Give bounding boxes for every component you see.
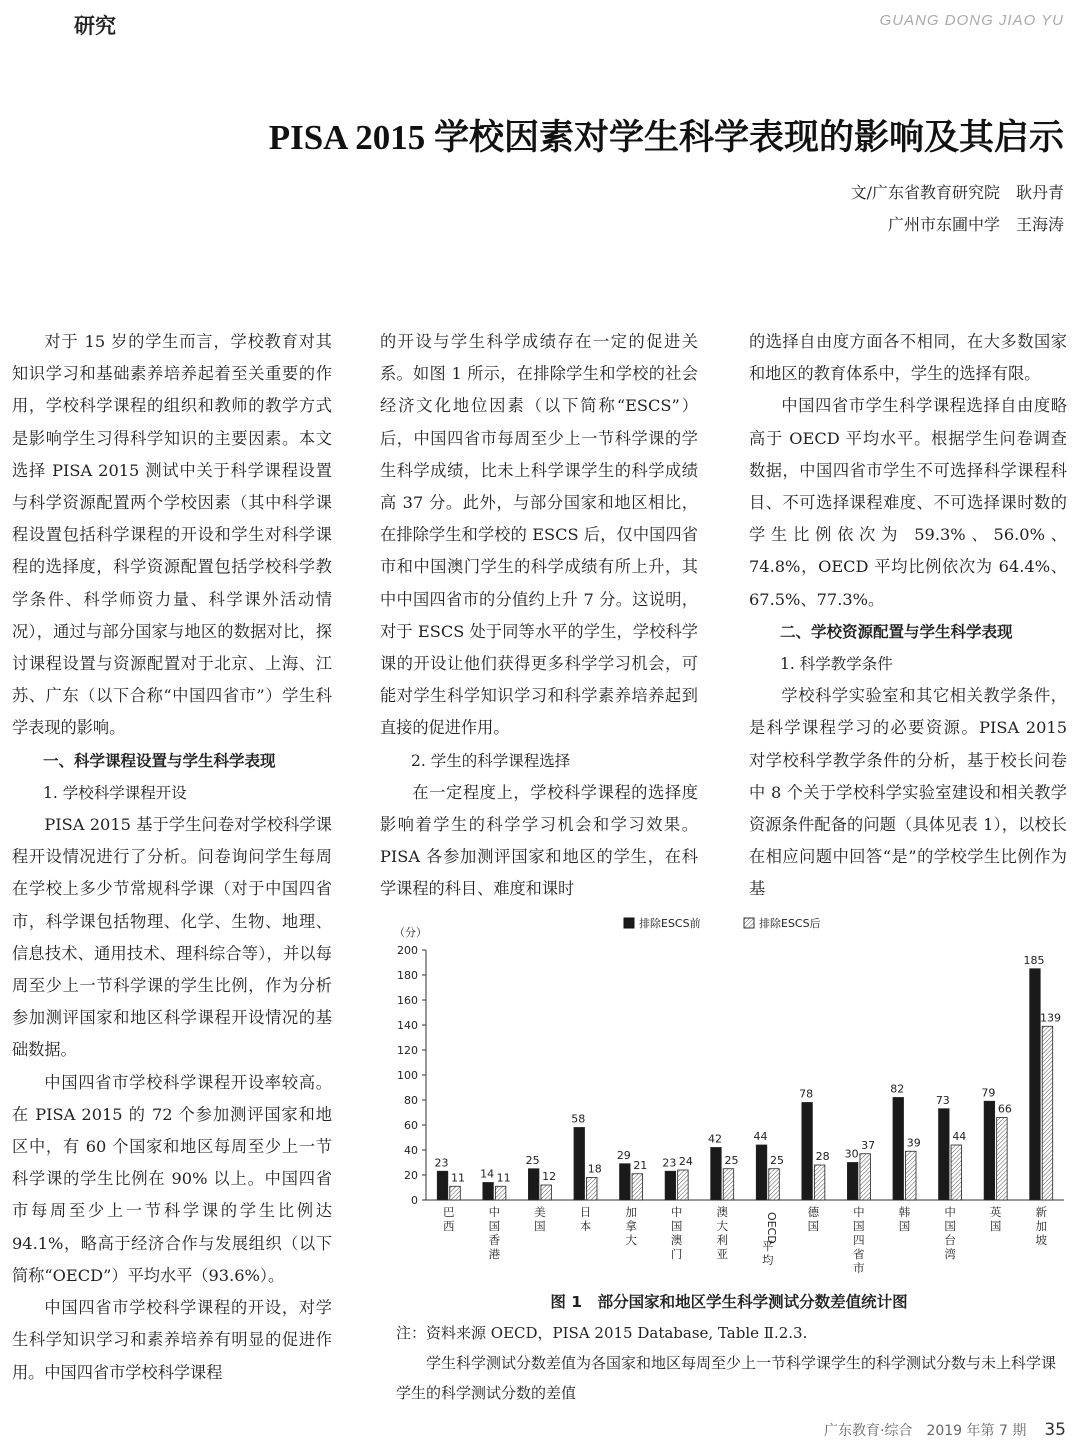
bar-after-11 <box>951 1145 962 1200</box>
data-label-after-11: 44 <box>952 1130 967 1143</box>
bar-before-6 <box>711 1148 722 1201</box>
y-tick-label: 120 <box>397 1044 418 1057</box>
svg-text:中: 中 <box>944 1205 956 1219</box>
bar-before-1 <box>483 1183 494 1201</box>
y-tick-label: 40 <box>404 1144 418 1157</box>
data-label-after-7: 25 <box>770 1153 785 1167</box>
figure-caption: 图 1 部分国家和地区学生科学测试分数差值统计图 <box>550 1293 908 1311</box>
svg-text:韩: 韩 <box>898 1205 911 1219</box>
paragraph: 中国四省市学生科学课程选择自由度略高于 OECD 平均水平。根据学生问卷调查数据，中国四省市学生不可选择科学课程科目、不可选择课程难度、不可选择课时数的学生比例依次为 59.3%、56.0%、74.8%，OECD 平均比例依次为 64.4%、67.5%、77.3%。 <box>749 396 1067 609</box>
svg-text:港: 港 <box>488 1247 501 1261</box>
data-label-before-6: 42 <box>707 1132 722 1146</box>
y-tick-label: 200 <box>397 944 418 957</box>
x-tick-label-10 <box>899 1205 911 1233</box>
y-tick-label: 160 <box>397 994 418 1007</box>
text-column-3 <box>749 326 1067 906</box>
paragraph: 中国四省市学校科学课程的开设，对学生科学知识学习和素养培养有明显的促进作用。中国四省市学校科学课程 <box>12 1298 332 1382</box>
data-label-after-0: 11 <box>451 1171 466 1185</box>
figure-note-definition: 学生科学测试分数差值为各国家和地区每周至少上一节科学课学生的科学测试分数与未上科学课学生的科学测试分数的差值 <box>396 1354 1057 1402</box>
journal-header: GUANG DONG JIAO YU <box>879 12 1064 29</box>
y-tick-label: 20 <box>404 1169 418 1182</box>
paragraph: 的选择自由度方面各不相同，在大多数国家和地区的教育体系中，学生的选择有限。 <box>749 332 1067 384</box>
svg-text:均: 均 <box>762 1253 774 1267</box>
paragraph: PISA 2015 基于学生问卷对学校科学课程开设情况进行了分析。问卷询问学生每周在学校上多少节常规科学课（对于中国四省市，科学课包括物理、化学、生物、地理、信息技术、通用技术、理科综合等），并以每周至少上一节科学课的学生比例，作为分析参加测评国家和地区科学课程开设情况的基础数据。 <box>12 815 332 1060</box>
data-label-before-10: 82 <box>890 1082 905 1096</box>
svg-text:国: 国 <box>670 1219 683 1233</box>
bar-before-13 <box>1030 969 1041 1200</box>
paragraph: 在一定程度上，学校科学课程的选择度影响着学生的科学学习机会和学习效果。PISA 各参加测评国家和地区的学生，在科学课程的科目、难度和课时 <box>380 782 698 899</box>
text-column-2 <box>380 326 698 906</box>
data-label-after-4: 21 <box>633 1158 648 1172</box>
y-tick-label: 180 <box>397 969 418 982</box>
x-tick-label-11 <box>944 1205 956 1261</box>
y-tick-label: 60 <box>404 1119 418 1132</box>
svg-text:德: 德 <box>807 1205 820 1219</box>
svg-text:拿: 拿 <box>625 1219 637 1233</box>
section-heading: 二、学校资源配置与学生科学表现 <box>780 622 1013 641</box>
svg-text:本: 本 <box>579 1219 592 1233</box>
data-label-before-2: 25 <box>525 1153 540 1167</box>
page-number: 35 <box>1044 1420 1066 1440</box>
bar-after-10 <box>906 1151 917 1200</box>
figure-note-source: 注：资料来源 OECD，PISA 2015 Database, Table Ⅱ.2.3. <box>396 1324 808 1342</box>
bar-after-13 <box>1042 1026 1053 1200</box>
x-tick-label-2 <box>534 1205 546 1233</box>
bar-after-12 <box>997 1118 1008 1201</box>
svg-text:门: 门 <box>670 1247 683 1261</box>
data-label-before-4: 29 <box>616 1148 631 1162</box>
bar-after-8 <box>814 1165 825 1200</box>
legend-label-after: 排除ESCS后 <box>759 917 821 930</box>
x-tick-label-0 <box>443 1205 455 1233</box>
subsection-heading: 2. 学生的科学课程选择 <box>411 751 571 770</box>
svg-text:英: 英 <box>989 1205 1002 1219</box>
svg-text:加: 加 <box>1035 1219 1047 1233</box>
y-tick-label: 100 <box>397 1069 418 1082</box>
legend-label-before: 排除ESCS前 <box>639 917 701 930</box>
data-label-after-9: 37 <box>861 1138 876 1152</box>
y-tick-label: 80 <box>404 1094 418 1107</box>
bar-before-5 <box>665 1171 676 1200</box>
data-label-before-5: 23 <box>662 1156 677 1170</box>
bar-before-9 <box>847 1163 858 1201</box>
svg-text:日: 日 <box>579 1205 592 1219</box>
data-label-after-5: 24 <box>678 1155 693 1168</box>
bar-after-3 <box>587 1178 598 1201</box>
bar-before-3 <box>574 1128 585 1201</box>
svg-text:澳: 澳 <box>670 1233 683 1247</box>
bar-before-2 <box>528 1169 539 1200</box>
bar-before-8 <box>802 1103 813 1201</box>
bar-after-9 <box>860 1154 871 1200</box>
paragraph: 学校科学实验室和其它相关教学条件，是科学课程学习的必要资源。PISA 2015 对学校科学教学条件的分析，基于校长问卷中 8 个关于学校科学实验室建设和相关教学资源条件配备的问题（具体见表 1），以校长在相应问题中回答“是”的学校学生比例作为基 <box>749 686 1067 899</box>
x-tick-label-13 <box>1035 1205 1047 1247</box>
data-label-before-12: 79 <box>981 1086 996 1100</box>
data-label-before-7: 44 <box>753 1130 768 1143</box>
svg-text:巴: 巴 <box>443 1205 455 1219</box>
data-label-after-13: 139 <box>1039 1011 1061 1025</box>
bar-after-2 <box>541 1185 552 1200</box>
x-tick-label-9 <box>853 1205 865 1275</box>
bar-after-1 <box>495 1186 506 1200</box>
bar-before-12 <box>984 1101 995 1200</box>
svg-text:利: 利 <box>716 1233 728 1247</box>
bar-after-0 <box>450 1186 461 1200</box>
svg-text:省: 省 <box>853 1247 865 1261</box>
svg-text:西: 西 <box>443 1219 455 1233</box>
data-label-before-9: 30 <box>844 1147 859 1161</box>
y-axis-label: （分） <box>394 926 427 939</box>
y-tick-label: 140 <box>397 1019 418 1032</box>
bar-before-11 <box>939 1109 950 1200</box>
svg-text:大: 大 <box>716 1219 728 1233</box>
paragraph: 的开设与学生科学成绩存在一定的促进关系。如图 1 所示，在排除学生和学校的社会经济文化地位因素（以下简称“ESCS”）后，中国四省市每周至少上一节科学课的学生科学成绩，比未上科学课学生的科学成绩高 37 分。此外，与部分国家和地区相比，在排除学生和学校的 ESCS 后，仅中国四省市和中国澳门学生的科学成绩有所上升，其中中国四省市的分值约上升 7 分。这说明，对于 ESCS 处于同等水平的学生，学校科学课的开设让他们获得更多科学学习机会，可能对学生科学知识学习和科学素养培养起到直接的促进作用。 <box>380 332 698 738</box>
svg-text:国: 国 <box>853 1219 865 1233</box>
footer-journal: 广东教育·综合 2019 年第 7 期 <box>824 1423 1027 1439</box>
svg-text:坡: 坡 <box>1035 1233 1047 1247</box>
data-label-before-3: 58 <box>571 1112 586 1126</box>
section-label: 研究 <box>74 14 116 38</box>
x-tick-label-7 <box>762 1212 778 1267</box>
text-column-1 <box>12 326 332 1389</box>
svg-text:国: 国 <box>807 1219 820 1233</box>
svg-text:大: 大 <box>625 1233 637 1247</box>
svg-text:国: 国 <box>944 1219 956 1233</box>
svg-text:美: 美 <box>534 1205 546 1219</box>
svg-text:OECD: OECD <box>764 1212 778 1244</box>
article-title: PISA 2015 学校因素对学生科学表现的影响及其启示 <box>268 118 1064 157</box>
legend <box>624 916 821 930</box>
data-label-before-13: 185 <box>1023 953 1045 967</box>
data-label-after-6: 25 <box>724 1153 739 1167</box>
data-label-after-1: 11 <box>496 1171 511 1185</box>
bar-before-7 <box>756 1145 767 1200</box>
svg-text:四: 四 <box>853 1233 865 1247</box>
svg-text:国: 国 <box>534 1219 546 1233</box>
subsection-heading: 1. 学校科学课程开设 <box>43 783 187 802</box>
x-tick-label-6 <box>716 1205 728 1261</box>
legend-swatch-after <box>744 918 754 928</box>
data-label-before-8: 78 <box>799 1087 814 1101</box>
bar-before-4 <box>620 1164 631 1200</box>
svg-text:澳: 澳 <box>716 1205 728 1219</box>
section-heading: 一、科学课程设置与学生科学表现 <box>43 751 276 770</box>
author-line-2: 广州市东圃中学 王海涛 <box>887 215 1064 234</box>
svg-text:中: 中 <box>853 1205 865 1219</box>
svg-text:国: 国 <box>488 1219 501 1233</box>
bar-after-4 <box>632 1174 643 1200</box>
svg-text:湾: 湾 <box>944 1247 956 1261</box>
data-label-after-10: 39 <box>906 1136 921 1150</box>
data-label-before-1: 14 <box>480 1167 495 1181</box>
svg-text:加: 加 <box>625 1205 637 1219</box>
x-tick-label-4 <box>625 1205 637 1247</box>
svg-text:台: 台 <box>944 1233 956 1247</box>
data-label-before-0: 23 <box>434 1156 449 1170</box>
y-tick-label: 0 <box>411 1194 418 1207</box>
svg-text:亚: 亚 <box>716 1247 728 1261</box>
data-label-before-11: 73 <box>935 1093 950 1107</box>
bar-before-0 <box>437 1171 448 1200</box>
subsection-heading: 1. 科学教学条件 <box>780 655 893 674</box>
page-footer <box>824 1420 1066 1440</box>
x-tick-label-3 <box>580 1205 592 1233</box>
svg-text:平: 平 <box>762 1239 774 1253</box>
svg-text:新: 新 <box>1035 1205 1047 1219</box>
bar-after-5 <box>678 1170 689 1200</box>
svg-text:国: 国 <box>989 1219 1002 1233</box>
bar-after-7 <box>769 1169 780 1200</box>
data-label-after-12: 66 <box>997 1102 1012 1116</box>
bar-after-6 <box>723 1169 734 1200</box>
x-tick-label-8 <box>808 1205 820 1233</box>
paragraph: 中国四省市学校科学课程开设率较高。在 PISA 2015 的 72 个参加测评国家和地区中，有 60 个国家和地区每周至少上一节科学课的学生比例在 90% 以上。中国四省市每周至少上一节科学课的学生比例达 94.1%，略高于经济合作与发展组织（以下简称“OECD”）平均水平（93.6%）。 <box>12 1072 332 1285</box>
bar-before-10 <box>893 1098 904 1201</box>
data-label-after-2: 12 <box>542 1170 557 1183</box>
svg-text:中: 中 <box>488 1205 501 1219</box>
bar-chart <box>384 906 1074 1286</box>
svg-text:香: 香 <box>488 1233 501 1247</box>
x-tick-label-5 <box>671 1205 683 1261</box>
legend-swatch-before <box>624 918 634 928</box>
svg-text:中: 中 <box>670 1205 683 1219</box>
data-label-after-8: 28 <box>815 1150 830 1163</box>
author-line-1: 文/广东省教育研究院 耿丹青 <box>850 183 1064 202</box>
svg-text:市: 市 <box>853 1261 865 1275</box>
x-tick-label-12 <box>990 1205 1002 1233</box>
svg-text:国: 国 <box>898 1219 911 1233</box>
x-tick-label-1 <box>489 1205 501 1261</box>
paragraph: 对于 15 岁的学生而言，学校教育对其知识学习和基础素养培养起着至关重要的作用，学校科学课程的组织和教师的教学方式是影响学生习得科学知识的主要因素。本文选择 PISA 2015 测试中关于科学课程设置与科学资源配置两个学校因素（其中科学课程设置包括科学课程的开设和学生对科学课程的选择度，科学资源配置包括学校科学教学条件、科学师资力量、科学课外活动情况），通过与部分国家与地区的数据对比，探讨课程设置与资源配置对于北京、上海、江苏、广东（以下合称“中国四省市”）学生科学表现的影响。 <box>12 332 332 738</box>
data-label-after-3: 18 <box>587 1162 602 1176</box>
